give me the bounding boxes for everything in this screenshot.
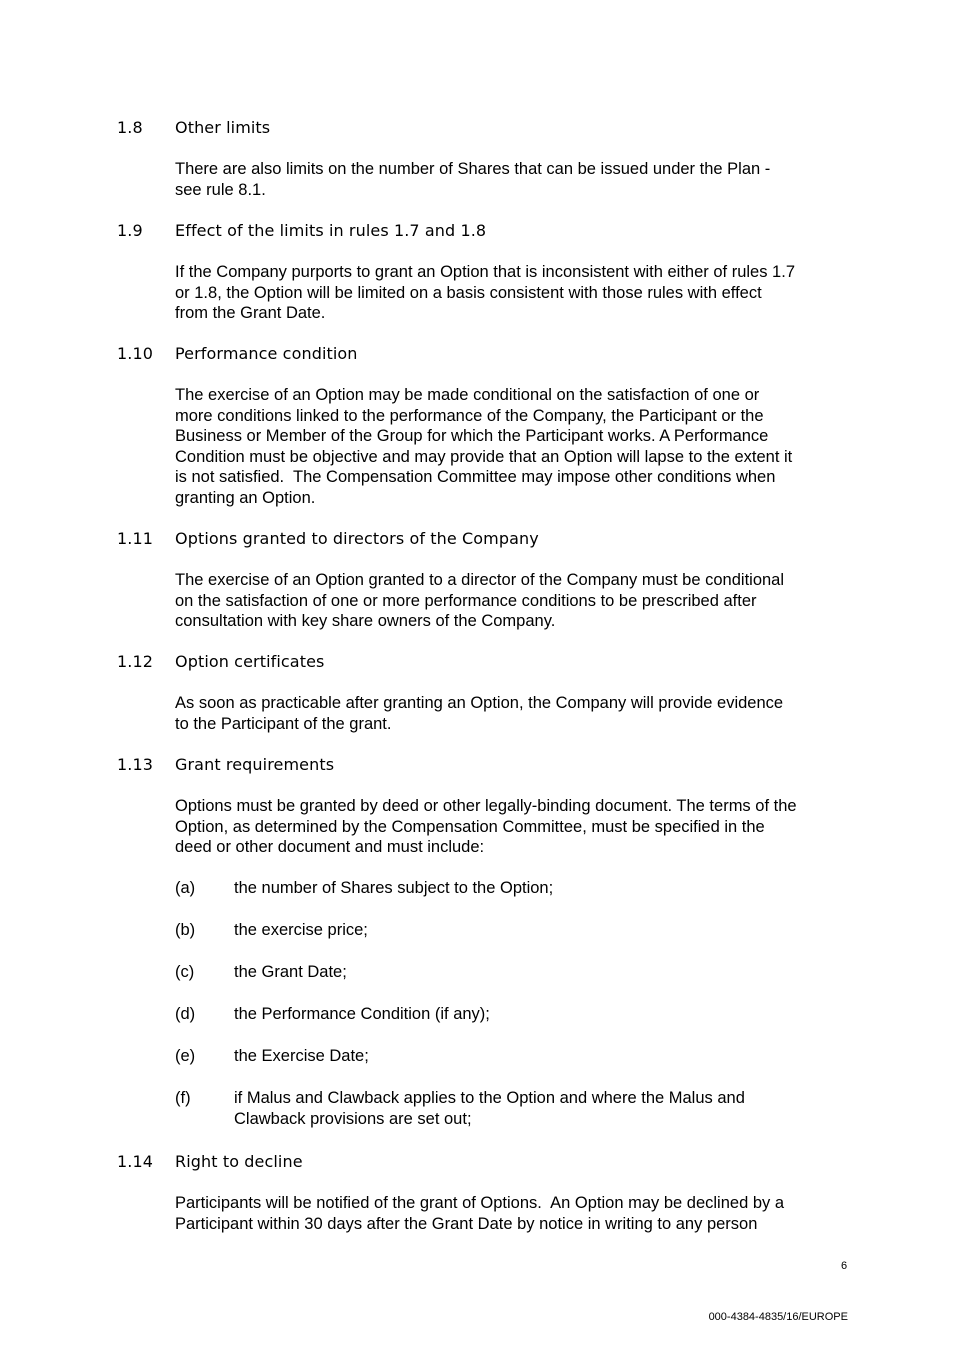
section-title: Grant requirements (175, 755, 335, 774)
section-title: Performance condition (175, 344, 358, 363)
body-line: Participants will be notified of the grant of Options. An Option may be declined by a (175, 1194, 785, 1212)
body-line: more conditions linked to the performance of the Company, the Participant or the (175, 406, 764, 425)
body-line: If the Company purports to grant an Option that is inconsistent with either of rules 1.7 (175, 263, 795, 281)
list-item-text: the Grant Date; (234, 963, 347, 981)
body-line: As soon as practicable after granting an Option, the Company will provide evidence (175, 694, 784, 712)
body-line: deed or other document and must include: (175, 838, 485, 856)
section-number: 1.12 (117, 652, 154, 671)
body-line: Participant within 30 days after the Grant Date by notice in writing to any person (175, 1214, 758, 1233)
section-body-1-9 (175, 262, 855, 324)
section-number: 1.11 (117, 529, 154, 548)
list-item-letter: (a) (175, 879, 196, 897)
list-item-letter: (e) (175, 1047, 196, 1065)
section-number: 1.10 (117, 344, 154, 363)
section-body-1-12 (175, 693, 855, 734)
body-line: is not satisfied. The Compensation Committee may impose other conditions when (175, 468, 776, 486)
list-item-text: Clawback provisions are set out; (234, 1109, 472, 1128)
list-item-letter: (f) (175, 1089, 191, 1107)
section-body-1-10 (175, 385, 855, 508)
section-heading-1-13 (117, 755, 334, 775)
list-item-letter: (c) (175, 963, 195, 981)
document-reference: 000-4384-4835/16/EUROPE (708, 1311, 848, 1323)
list-item-text: the number of Shares subject to the Option; (234, 879, 554, 897)
section-heading-1-8 (117, 118, 270, 138)
section-body-1-8 (175, 159, 855, 200)
section-number: 1.9 (117, 221, 143, 240)
section-heading-1-9 (117, 221, 486, 241)
list-item-letter: (d) (175, 1005, 196, 1023)
section-heading-1-10 (117, 344, 358, 364)
page-number: 6 (841, 1260, 848, 1272)
section-heading-1-14 (117, 1152, 303, 1172)
section-number: 1.13 (117, 755, 154, 774)
body-line: see rule 8.1. (175, 180, 266, 199)
body-line: or 1.8, the Option will be limited on a basis consistent with those rules with effect (175, 283, 762, 302)
body-line: granting an Option. (175, 488, 316, 507)
body-line: Business or Member of the Group for which the Participant works. A Performance (175, 427, 769, 445)
list-item-text: the exercise price; (234, 921, 368, 939)
section-heading-1-12 (117, 652, 324, 672)
section-number: 1.8 (117, 118, 143, 137)
body-line: The exercise of an Option granted to a director of the Company must be conditional (175, 571, 785, 589)
section-title: Option certificates (175, 652, 325, 671)
body-line: There are also limits on the number of Shares that can be issued under the Plan - (175, 160, 771, 178)
section-heading-1-11 (117, 529, 539, 549)
list-item-letter: (b) (175, 921, 196, 939)
section-number: 1.14 (117, 1152, 154, 1171)
list-item-text: the Performance Condition (if any); (234, 1005, 490, 1023)
section-body-1-13 (175, 796, 855, 858)
section-title: Effect of the limits in rules 1.7 and 1.8 (175, 221, 487, 240)
body-line: to the Participant of the grant. (175, 714, 392, 733)
body-line: on the satisfaction of one or more performance conditions to be prescribed after (175, 591, 757, 610)
body-line: Condition must be objective and may provide that an Option will lapse to the extent it (175, 447, 793, 466)
section-title: Options granted to directors of the Company (175, 529, 539, 548)
section-body-1-11 (175, 570, 855, 632)
list-item-text: the Exercise Date; (234, 1047, 369, 1065)
body-line: Option, as determined by the Compensation Committee, must be specified in the (175, 817, 765, 836)
section-body-1-14 (175, 1193, 855, 1234)
body-line: from the Grant Date. (175, 304, 326, 322)
section-title: Other limits (175, 118, 271, 137)
body-line: consultation with key share owners of the Company. (175, 612, 556, 630)
body-line: The exercise of an Option may be made conditional on the satisfaction of one or (175, 386, 760, 404)
list-item-text: if Malus and Clawback applies to the Option and where the Malus and (234, 1089, 745, 1107)
body-line: Options must be granted by deed or other legally-binding document. The terms of the (175, 797, 797, 815)
section-title: Right to decline (175, 1152, 303, 1171)
